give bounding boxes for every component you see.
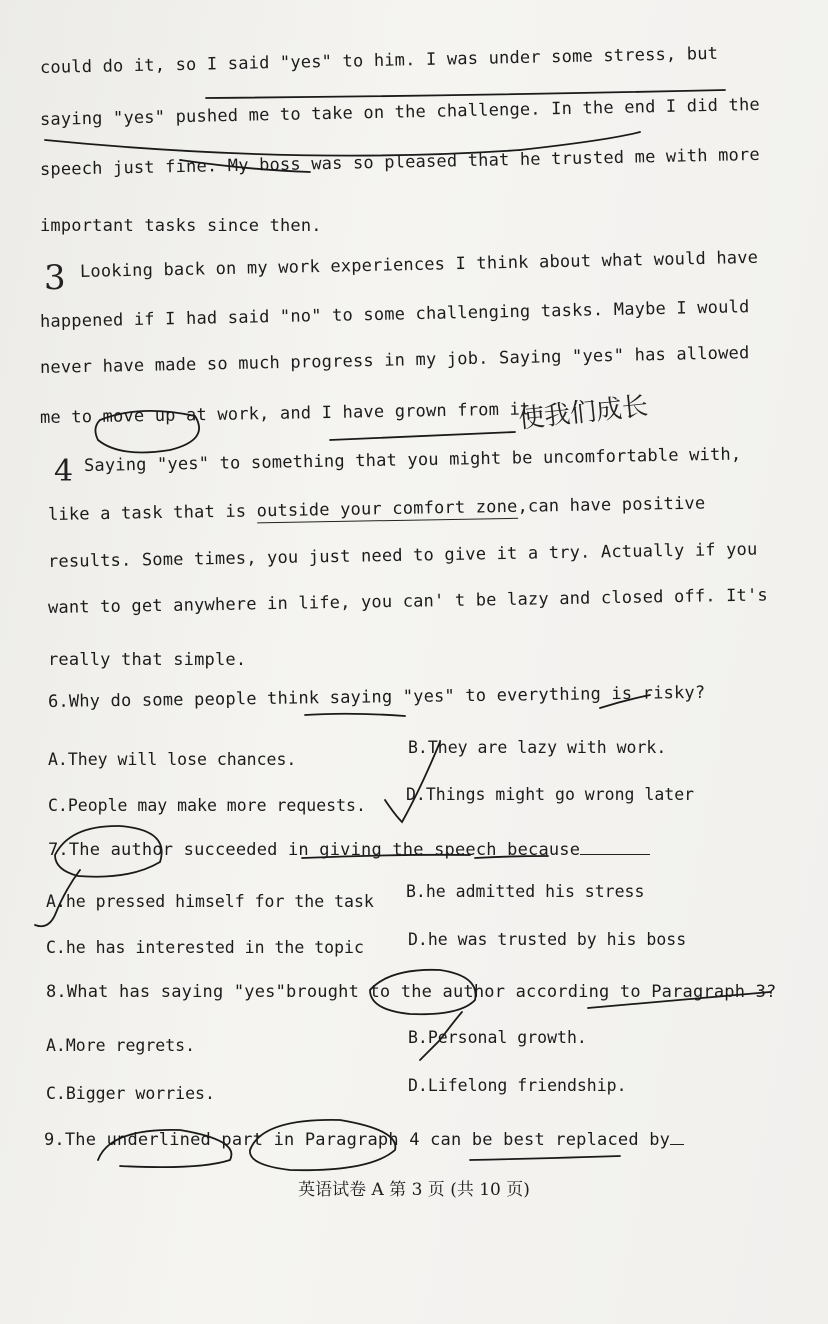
q8-option-a: A.More regrets. [46, 1036, 196, 1055]
passage-text: like a task that is [47, 501, 257, 525]
passage-line-13: really that simple. [48, 650, 247, 670]
pen-underline [330, 432, 515, 440]
passage-line-11: results. Some times, you just need to give it a try. Actually if you [47, 539, 758, 572]
passage-line-7: never have made so much progress in my job. Saying "yes" has allowed [39, 343, 750, 378]
question-6-stem: 6.Why do some people think saying "yes" to everything is risky? [47, 682, 706, 712]
passage-line-2: saying "yes" pushed me to take on the challenge. In the end I did the [39, 94, 761, 130]
passage-line-3: speech just fine. My boss was so pleased that he trusted me with more [39, 144, 761, 180]
passage-line-5: Looking back on my work experiences I think about what would have [79, 247, 759, 282]
question-8-stem: 8.What has saying "yes"brought to the author according to Paragraph 3? [46, 982, 777, 1002]
q7-option-d: D.he was trusted by his boss [408, 930, 687, 949]
q6-option-c: C.People may make more requests. [48, 796, 366, 815]
page-footer: 英语试卷 A 第 3 页 (共 10 页) [298, 1180, 530, 1200]
question-7-text: 7.The author succeeded in giving the speech because [48, 840, 581, 860]
q8-option-b: B.Personal growth. [408, 1028, 587, 1047]
q6-option-d: D.Things might go wrong later [406, 785, 695, 804]
question-9-text: 9.The underlined part in Paragraph 4 can be best replaced by [44, 1130, 671, 1150]
q7-option-a: A.he pressed himself for the task [46, 892, 374, 911]
q7-option-c: C.he has interested in the topic [46, 938, 364, 957]
passage-line-1: could do it, so I said "yes" to him. I was under some stress, but [39, 43, 719, 78]
passage-line-10 [48, 494, 706, 525]
passage-line-6: happened if I had said "no" to some challenging tasks. Maybe I would [39, 297, 750, 332]
pen-underline [470, 1156, 620, 1160]
pen-underline [305, 714, 405, 716]
passage-text: ,can have positive [517, 493, 706, 517]
question-7-stem [48, 840, 650, 860]
q6-option-b: B.They are lazy with work. [408, 738, 667, 757]
q7-option-b: B.he admitted his stress [406, 882, 645, 901]
answer-blank [580, 854, 650, 855]
underlined-phrase: outside your comfort zone [256, 496, 518, 522]
q8-option-d: D.Lifelong friendship. [408, 1076, 627, 1095]
passage-line-9: Saying "yes" to something that you might be uncomfortable with, [83, 444, 742, 476]
q8-option-c: C.Bigger worries. [46, 1084, 215, 1103]
passage-line-12: want to get anywhere in life, you can' t be lazy and closed off. It's [47, 585, 769, 618]
paragraph-mark-4: 4 [54, 454, 74, 489]
q6-option-a: A.They will lose chances. [48, 750, 297, 769]
passage-line-8: me to move up at work, and I have grown from it [39, 399, 531, 428]
paragraph-mark-3: 3 [44, 258, 66, 298]
handwritten-note: 使我们成长 [517, 391, 650, 435]
question-9-stem [44, 1130, 684, 1150]
passage-line-4: important tasks since then. [40, 216, 322, 236]
answer-blank [670, 1144, 684, 1145]
